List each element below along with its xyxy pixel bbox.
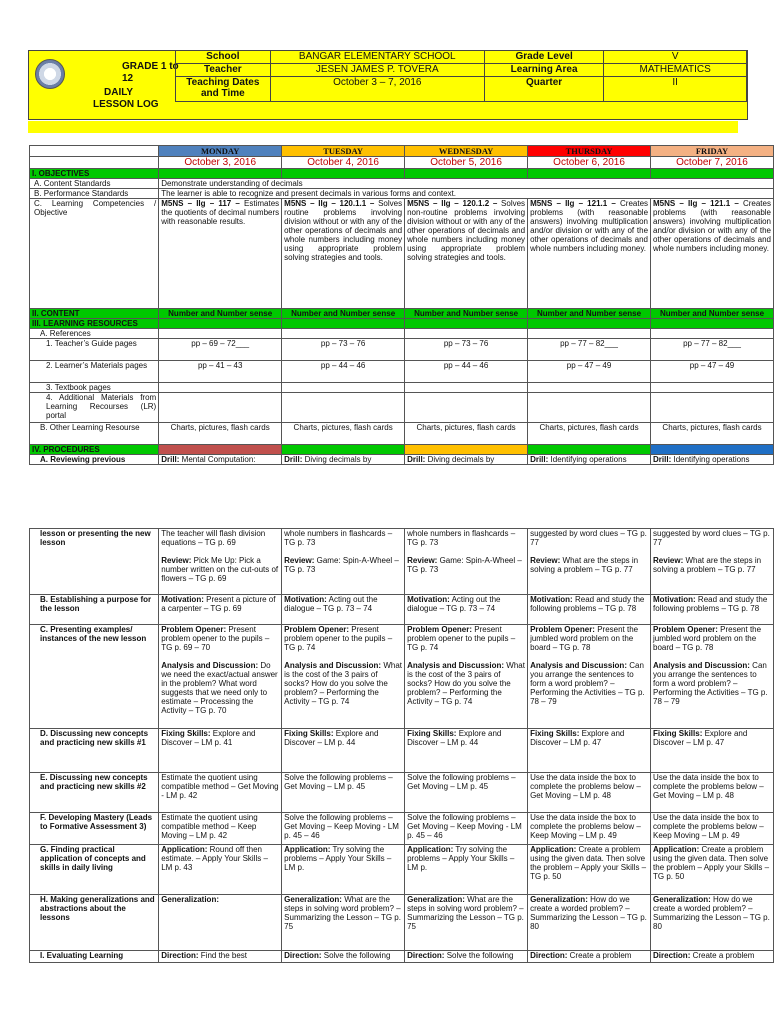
tg-thursday: pp – 77 – 82___: [528, 339, 651, 361]
content-friday: Number and Number sense: [651, 309, 774, 319]
row-g-label: G. Finding practical application of concepts and skills in daily living: [30, 845, 159, 895]
quarter-value: II: [604, 77, 747, 102]
content-thursday: Number and Number sense: [528, 309, 651, 319]
drill-friday: Drill: Identifying operations: [651, 455, 774, 465]
row-b-label: B. Establishing a purpose for the lesson: [30, 595, 159, 625]
row-i-tuesday: Direction: Solve the following: [282, 951, 405, 963]
procedures-row: [30, 445, 774, 455]
tg-tuesday: pp – 73 – 76: [282, 339, 405, 361]
row-f-tuesday: Solve the following problems – Get Moving – Keep Moving - LM p. 45 – 46: [282, 813, 405, 845]
reviewing-label: A. Reviewing previous: [30, 455, 159, 465]
quarter-label: Quarter: [484, 77, 604, 102]
other-resources-label: B. Other Learning Resourse: [30, 423, 159, 445]
grade-line-4: LESSON LOG: [93, 99, 159, 110]
references-row: [30, 329, 774, 339]
lesson-log-header: [28, 50, 748, 120]
content-standards-value: Demonstrate understanding of decimals: [159, 179, 774, 189]
row-b-friday: Motivation: Read and study the following problems – TG p. 78: [651, 595, 774, 625]
row-c-thursday: Problem Opener: Present the jumbled word problem on the board – TG p. 78 Analysis and Discussion: Can you arrange the sentences to form a word problem? – Performing the Activities – TG p. 78 – 79: [528, 625, 651, 729]
row-f-wednesday: Solve the following problems – Get Moving – Keep Moving - LM p. 45 – 46: [405, 813, 528, 845]
date-blank: [30, 157, 159, 169]
content-standards-row: [30, 179, 774, 189]
school-label: School: [176, 51, 271, 64]
dates-value: October 3 – 7, 2016: [270, 77, 484, 102]
school-value: BANGAR ELEMENTARY SCHOOL: [270, 51, 484, 64]
other-wednesday: Charts, pictures, flash cards: [405, 423, 528, 445]
row-b: [30, 595, 774, 625]
lm-friday: pp – 47 – 49: [651, 361, 774, 383]
row-h-friday: Generalization: How do we create a worded problem? – Summarizing the Lesson – TG p. 80: [651, 895, 774, 951]
performance-standards-value: The learner is able to recognize and present decimals in various forms and context.: [159, 189, 774, 199]
competencies-row: [30, 199, 774, 309]
header-info-table: [175, 50, 747, 102]
teacher-value: JESEN JAMES P. TOVERA: [270, 64, 484, 77]
row-f-thursday: Use the data inside the box to complete the problems below – Keep Moving – LM p. 49: [528, 813, 651, 845]
day-header-blank: [30, 146, 159, 157]
row-h-thursday: Generalization: How do we create a worded problem? – Summarizing the Lesson – TG p. 80: [528, 895, 651, 951]
competencies-label: C. Learning Competencies / Objective: [30, 199, 159, 309]
additional-materials-row: [30, 393, 774, 423]
day-header-row: [30, 146, 774, 157]
row-a: [30, 529, 774, 595]
row-e-label: E. Discussing new concepts and practicing new skills #2: [30, 773, 159, 813]
grade-level-value: V: [604, 51, 747, 64]
row-e-monday: Estimate the quotient using compatible method – Get Moving - LM p. 42: [159, 773, 282, 813]
row-g-thursday: Application: Create a problem using the given data. Then solve the problem – Apply your Skills – TG p. 50: [528, 845, 651, 895]
textbook-label: 3. Textbook pages: [30, 383, 159, 393]
content-label: II. CONTENT: [30, 309, 159, 319]
lesson-table-page1: [29, 145, 774, 465]
row-a-monday: The teacher will flash division equations – TG p. 69 Review: Pick Me Up: Pick a number written on the cut-outs of flowers – TG p. 69: [159, 529, 282, 595]
content-monday: Number and Number sense: [159, 309, 282, 319]
row-g-friday: Application: Create a problem using the given data. Then solve the problem – Apply your Skills – TG p. 50: [651, 845, 774, 895]
tg-friday: pp – 77 – 82___: [651, 339, 774, 361]
row-d-monday: Fixing Skills: Explore and Discover – LM p. 41: [159, 729, 282, 773]
grade-line-2: 12: [122, 73, 134, 84]
teachers-guide-label: 1. Teacher’s Guide pages: [30, 339, 159, 361]
row-h-wednesday: Generalization: What are the steps in solving word problem? – Summarizing the Lesson – TG p. 75: [405, 895, 528, 951]
row-b-wednesday: Motivation: Acting out the dialogue – TG p. 73 – 74: [405, 595, 528, 625]
learning-resources-label: III. LEARNING RESOURCES: [30, 319, 159, 329]
competency-tuesday: M5NS – IIg – 120.1.1 – Solves routine problems involving division without or with any of the other operations of decimals and whole numbers including money using appropriate problem solving strategies and tools.: [282, 199, 405, 309]
row-b-monday: Motivation: Present a picture of a carpenter – TG p. 69: [159, 595, 282, 625]
header-yellow-bar: [28, 121, 738, 133]
row-c: [30, 625, 774, 729]
header-row-school: [176, 51, 747, 64]
lm-thursday: pp – 47 – 49: [528, 361, 651, 383]
content-row: [30, 309, 774, 319]
row-c-monday: Problem Opener: Present problem opener to the pupils – TG p. 69 – 70 Analysis and Discussion: Do we need the exact/actual answer in the problem? What word suggests that we need only to estimate – Processing the Activity – TG p. 70: [159, 625, 282, 729]
row-f: [30, 813, 774, 845]
row-i-friday: Direction: Create a problem: [651, 951, 774, 963]
learning-area-value: MATHEMATICS: [604, 64, 747, 77]
row-e-friday: Use the data inside the box to complete the problems below – Get Moving – LM p. 48: [651, 773, 774, 813]
row-d: [30, 729, 774, 773]
lm-monday: pp – 41 – 43: [159, 361, 282, 383]
date-thursday: October 6, 2016: [528, 157, 651, 169]
row-d-thursday: Fixing Skills: Explore and Discover – LM p. 47: [528, 729, 651, 773]
other-resources-row: [30, 423, 774, 445]
teachers-guide-row: [30, 339, 774, 361]
header-row-teacher: [176, 64, 747, 77]
row-e-wednesday: Solve the following problems – Get Moving – LM p. 45: [405, 773, 528, 813]
row-a-thursday: suggested by word clues – TG p. 77 Review: What are the steps in solving a problem – TG p. 77: [528, 529, 651, 595]
procedures-label: IV. PROCEDURES: [30, 445, 159, 455]
learning-resources-row: [30, 319, 774, 329]
drill-monday: Drill: Mental Computation:: [159, 455, 282, 465]
learners-materials-row: [30, 361, 774, 383]
drill-tuesday: Drill: Diving decimals by: [282, 455, 405, 465]
performance-standards-label: B. Performance Standards: [30, 189, 159, 199]
row-e-tuesday: Solve the following problems – Get Moving – LM p. 45: [282, 773, 405, 813]
row-a-label: lesson or presenting the new lesson: [30, 529, 159, 595]
deped-seal-icon: [35, 59, 65, 89]
performance-standards-row: [30, 189, 774, 199]
lm-wednesday: pp – 44 – 46: [405, 361, 528, 383]
grade-line-1: GRADE 1 to: [122, 61, 179, 72]
tg-monday: pp – 69 – 72___: [159, 339, 282, 361]
row-a-friday: suggested by word clues – TG p. 77 Review: What are the steps in solving a problem – TG p. 77: [651, 529, 774, 595]
day-friday: FRIDAY: [651, 146, 774, 157]
content-wednesday: Number and Number sense: [405, 309, 528, 319]
lesson-table-page2: [29, 528, 774, 963]
row-g: [30, 845, 774, 895]
other-friday: Charts, pictures, flash cards: [651, 423, 774, 445]
other-thursday: Charts, pictures, flash cards: [528, 423, 651, 445]
date-friday: October 7, 2016: [651, 157, 774, 169]
date-row: [30, 157, 774, 169]
row-g-wednesday: Application: Try solving the problems – Apply Your Skills – LM p.: [405, 845, 528, 895]
objectives-label: I. OBJECTIVES: [30, 169, 159, 179]
row-h: [30, 895, 774, 951]
content-tuesday: Number and Number sense: [282, 309, 405, 319]
reviewing-row: [30, 455, 774, 465]
day-tuesday: TUESDAY: [282, 146, 405, 157]
row-b-tuesday: Motivation: Acting out the dialogue – TG p. 73 – 74: [282, 595, 405, 625]
competency-wednesday: M5NS – IIg – 120.1.2 – Solves non-routine problems involving division without or with any of the other operations of decimals and whole numbers including money using appropriate problem solving strategies and tools.: [405, 199, 528, 309]
row-c-label: C. Presenting examples/ instances of the new lesson: [30, 625, 159, 729]
day-thursday: THURSDAY: [528, 146, 651, 157]
lm-tuesday: pp – 44 – 46: [282, 361, 405, 383]
competency-monday: M5NS – IIg – 117 – Estimates the quotients of decimal numbers with reasonable results.: [159, 199, 282, 309]
row-d-wednesday: Fixing Skills: Explore and Discover – LM p. 44: [405, 729, 528, 773]
row-f-friday: Use the data inside the box to complete the problems below – Keep Moving – LM p. 49: [651, 813, 774, 845]
row-c-wednesday: Problem Opener: Present problem opener to the pupils – TG p. 74 Analysis and Discussion: What is the cost of the 3 pairs of socks? How do you solve the problem? – Performing the Activity – TG p. 74: [405, 625, 528, 729]
competency-friday: M5NS – IIg – 121.1 – Creates problems (with reasonable answers) involving multiplication and/or division or with any of the other operations of decimals and whole numbers including money.: [651, 199, 774, 309]
row-g-monday: Application: Round off then estimate. – Apply Your Skills – LM p. 43: [159, 845, 282, 895]
row-h-monday: Generalization:: [159, 895, 282, 951]
competency-thursday: M5NS – IIg – 121.1 – Creates problems (with reasonable answers) involving multiplication and/or division or with any of the other operations of decimals and whole numbers including money.: [528, 199, 651, 309]
row-h-label: H. Making generalizations and abstractions about the lessons: [30, 895, 159, 951]
references-label: A. References: [30, 329, 159, 339]
row-d-tuesday: Fixing Skills: Explore and Discover – LM p. 44: [282, 729, 405, 773]
drill-wednesday: Drill: Diving decimals by: [405, 455, 528, 465]
other-tuesday: Charts, pictures, flash cards: [282, 423, 405, 445]
row-a-tuesday: whole numbers in flashcards – TG p. 73 Review: Game: Spin-A-Wheel – TG p. 73: [282, 529, 405, 595]
objectives-row: [30, 169, 774, 179]
date-monday: October 3, 2016: [159, 157, 282, 169]
drill-thursday: Drill: Identifying operations: [528, 455, 651, 465]
row-f-monday: Estimate the quotient using compatible method – Keep Moving – LM p. 42: [159, 813, 282, 845]
row-i-label: I. Evaluating Learning: [30, 951, 159, 963]
textbook-row: [30, 383, 774, 393]
row-i-thursday: Direction: Create a problem: [528, 951, 651, 963]
grade-level-label: Grade Level: [484, 51, 604, 64]
content-standards-label: A. Content Standards: [30, 179, 159, 189]
row-c-tuesday: Problem Opener: Present problem opener to the pupils – TG p. 74 Analysis and Discussion: What is the cost of the 3 pairs of socks? How do you solve the problem? – Performing the Activity – TG p. 74: [282, 625, 405, 729]
day-monday: MONDAY: [159, 146, 282, 157]
row-c-friday: Problem Opener: Present the jumbled word problem on the board – TG p. 78 Analysis and Discussion: Can you arrange the sentences to form a word problem? – Performing the Activities – TG p. 78 – 79: [651, 625, 774, 729]
day-wednesday: WEDNESDAY: [405, 146, 528, 157]
teacher-label: Teacher: [176, 64, 271, 77]
learners-materials-label: 2. Learner’s Materials pages: [30, 361, 159, 383]
row-h-tuesday: Generalization: What are the steps in solving word problem? – Summarizing the Lesson – TG p. 75: [282, 895, 405, 951]
row-e: [30, 773, 774, 813]
tg-wednesday: pp – 73 – 76: [405, 339, 528, 361]
date-wednesday: October 5, 2016: [405, 157, 528, 169]
row-b-thursday: Motivation: Read and study the following problems – TG p. 78: [528, 595, 651, 625]
row-d-friday: Fixing Skills: Explore and Discover – LM p. 47: [651, 729, 774, 773]
row-a-wednesday: whole numbers in flashcards – TG p. 73 Review: Game: Spin-A-Wheel – TG p. 73: [405, 529, 528, 595]
row-i: [30, 951, 774, 963]
row-i-monday: Direction: Find the best: [159, 951, 282, 963]
additional-materials-label: 4. Additional Materials from Learning Recourses (LR) portal: [30, 393, 159, 423]
row-f-label: F. Developing Mastery (Leads to Formative Assessment 3): [30, 813, 159, 845]
grade-line-3: DAILY: [104, 87, 134, 98]
header-row-dates: [176, 77, 747, 102]
date-tuesday: October 4, 2016: [282, 157, 405, 169]
other-monday: Charts, pictures, flash cards: [159, 423, 282, 445]
dates-label: Teaching Dates and Time: [176, 77, 271, 102]
row-i-wednesday: Direction: Solve the following: [405, 951, 528, 963]
row-g-tuesday: Application: Try solving the problems – Apply Your Skills – LM p.: [282, 845, 405, 895]
learning-area-label: Learning Area: [484, 64, 604, 77]
row-d-label: D. Discussing new concepts and practicing new skills #1: [30, 729, 159, 773]
row-e-thursday: Use the data inside the box to complete the problems below – Get Moving – LM p. 48: [528, 773, 651, 813]
